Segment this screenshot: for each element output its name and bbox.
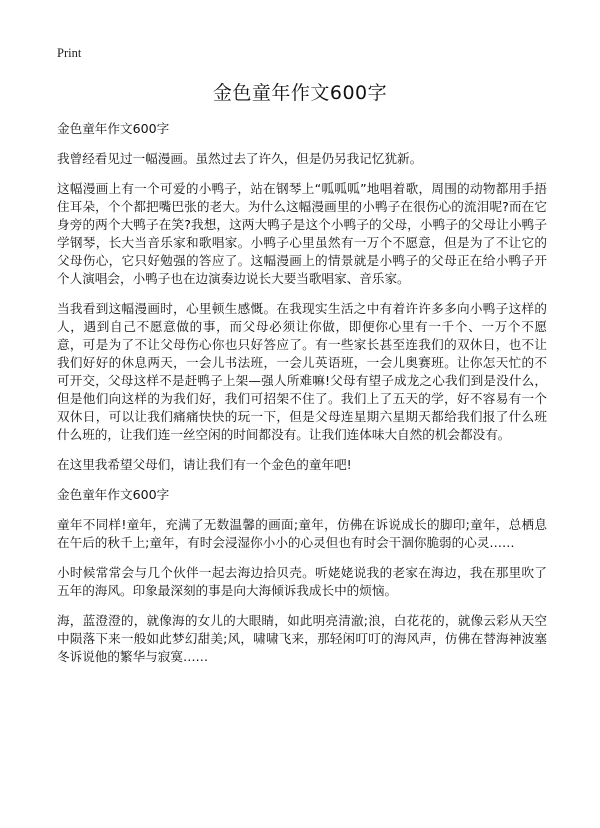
paragraph-4: 在这里我希望父母们，请让我们有一个金色的童年吧!: [57, 457, 352, 472]
paragraph-6: 小时候常常会与几个伙伴一起去海边拾贝壳。听姥姥说我的老家在海边，我在那里吹了五年的海风。印象最深刻的事是向大海倾诉我成长中的烦恼。: [57, 565, 547, 598]
page-title: 金色童年作文600字: [212, 82, 388, 104]
paragraph-1: 我曾经看见过一幅漫画。虽然过去了许久，但是仍另我记忆犹新。: [57, 151, 423, 166]
paragraph-7: 海，蓝澄澄的，就像海的女儿的大眼睛，如此明亮清澈;浪，白花花的，就像云彩从天空中陨落下来一般如此梦幻甜美;风，啸啸飞来，那轻闲叮叮的海风声，仿佛在替海神波塞冬诉说他的繁华与寂寞……: [57, 613, 547, 664]
section-heading-1: 金色童年作文600字: [57, 121, 170, 136]
section-heading-2: 金色童年作文600字: [57, 487, 170, 502]
article-body: [57, 120, 547, 666]
print-link[interactable]: Print: [57, 46, 82, 60]
paragraph-3: 当我看到这幅漫画时，心里顿生感慨。在我现实生活之中有着许许多多向小鸭子这样的人，遇到自己不愿意做的事，而父母必须让你做，即便你心里有一千个、一万个不愿意，可是为了不让父母伤心你也只好答应了。有一些家长甚至连我们的双休日，也不让我们好好的休息两天，一会儿书法班，一会儿英语班，一会儿奥赛班。让你怎天忙的不可开交，父母这样不是赶鸭子上架—强人所难嘛!父母有望子成龙之心我们到是没什么，但是他们向这样的为我们好，我们可招架不住了。我们上了五天的学，好不容易有一个双休日，可以让我们痛痛快快的玩一下，但是父母连星期六星期天都给我们报了什么班什么班的，让我们连一丝空闲的时间都没有。让我们连体味大自然的机会都没有。: [57, 301, 547, 442]
paragraph-2: 这幅漫画上有一个可爱的小鸭子，站在钢琴上“呱呱呱”地唱着歌，周围的动物都用手捂住耳朵，个个都把嘴巴张的老大。为什么这幅漫画里的小鸭子在很伤心的流泪呢?而在它身旁的两个大鸭子在笑?我想，这两大鸭子是这个小鸭子的父母，小鸭子的父母让小鸭子学钢琴，长大当音乐家和歌唱家。小鸭子心里虽然有一万个不愿意，但是为了不让它的父母伤心，它只好勉强的答应了。这幅漫画上的情景就是小鸭子的父母正在给小鸭子开个人演唱会，小鸭子也在边演奏边说长大要当歌唱家、音乐家。: [57, 181, 547, 286]
paragraph-5: 童年不同样!童年，充满了无数温馨的画面;童年，仿佛在诉说成长的脚印;童年，总栖息在午后的秋千上;童年，有时会浸湿你小小的心灵但也有时会干涸你脆弱的心灵……: [57, 517, 547, 550]
